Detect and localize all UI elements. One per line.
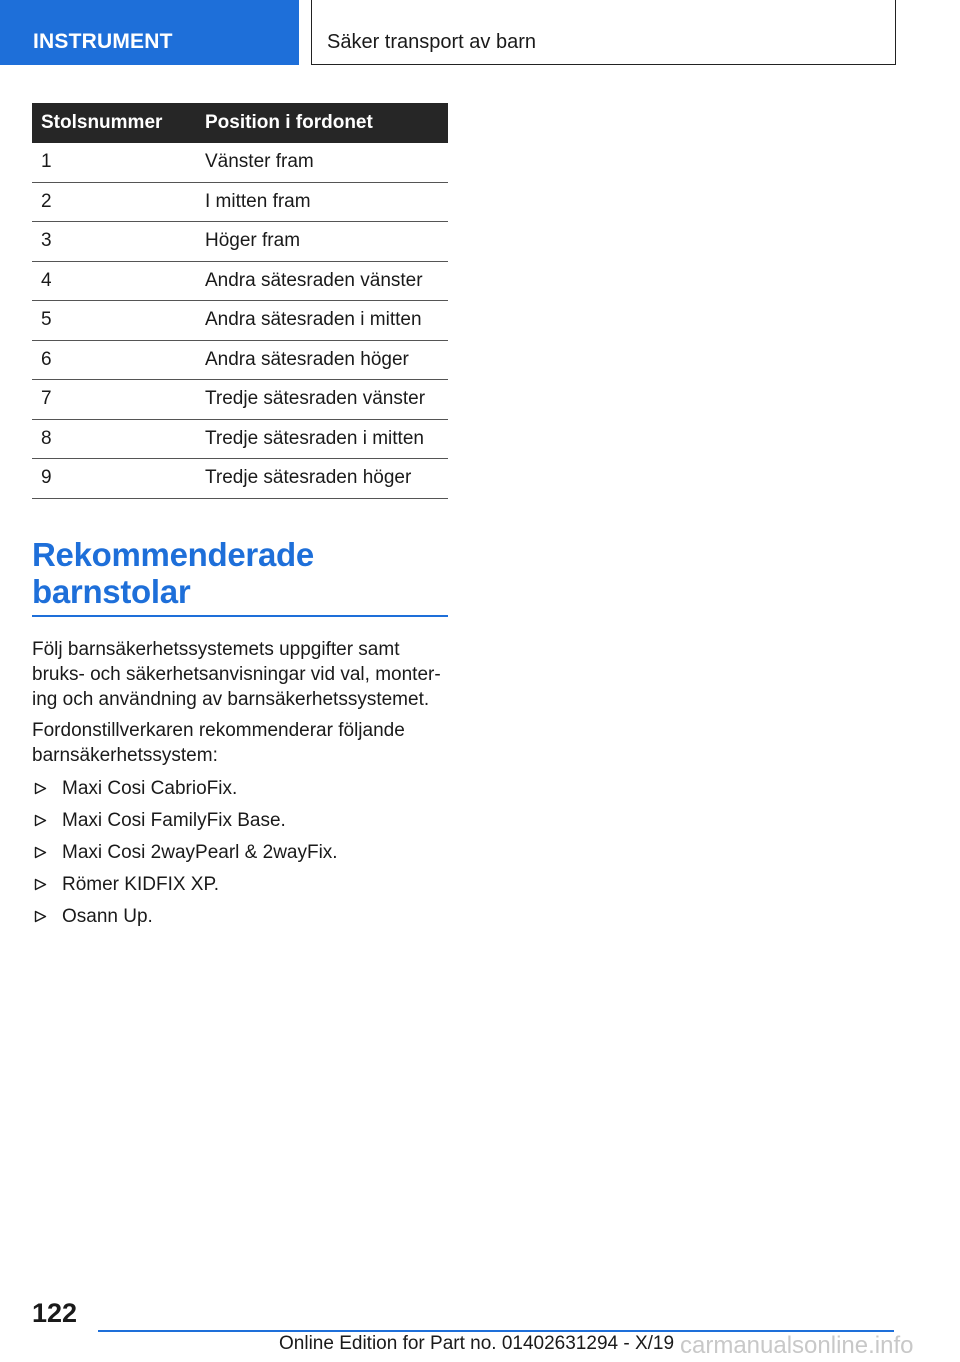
list-item-text: Maxi Cosi CabrioFix. <box>62 778 238 799</box>
table-cell-position: Andra sätesraden höger <box>196 340 448 380</box>
table-row <box>32 182 448 222</box>
table-cell-seat-number: 6 <box>32 340 196 380</box>
table-cell-position: Tredje sätesraden höger <box>196 459 448 499</box>
table-header-row <box>32 103 448 143</box>
edition-text: Online Edition for Part no. 01402631294 - X/19 <box>279 1333 675 1354</box>
seat-position-table <box>32 103 448 499</box>
header-section-tab: INSTRUMENT <box>0 0 299 65</box>
recommendation-paragraph: Fordonstillverkaren rekommenderar följande barnsäkerhetssystem: <box>32 720 405 766</box>
table-header-position: Position i fordonet <box>196 103 448 143</box>
recommended-seats-list <box>32 776 448 936</box>
table-cell-position: Höger fram <box>196 222 448 262</box>
section-heading-line1: Rekommenderade <box>32 536 314 573</box>
triangle-bullet-icon <box>34 782 47 795</box>
list-item-text: Römer KIDFIX XP. <box>62 874 219 895</box>
table-cell-position: Tredje sätesraden vänster <box>196 380 448 420</box>
table-cell-position: Vänster fram <box>196 143 448 182</box>
triangle-bullet-icon <box>34 814 47 827</box>
table-cell-seat-number: 9 <box>32 459 196 499</box>
section-heading-line2: barnstolar <box>32 573 191 610</box>
table-row <box>32 380 448 420</box>
table-row <box>32 301 448 341</box>
table-row <box>32 419 448 459</box>
list-item-text: Maxi Cosi FamilyFix Base. <box>62 810 286 831</box>
section-heading <box>32 536 448 610</box>
table-cell-position: I mitten fram <box>196 182 448 222</box>
table-cell-seat-number: 5 <box>32 301 196 341</box>
table-header-seat-number: Stolsnummer <box>32 103 196 143</box>
heading-divider <box>32 615 448 617</box>
watermark: carmanualsonline.info <box>680 1332 914 1359</box>
list-item <box>32 904 448 936</box>
table-cell-position: Andra sätesraden vänster <box>196 261 448 301</box>
list-item <box>32 808 448 840</box>
triangle-bullet-icon <box>34 846 47 859</box>
table-cell-seat-number: 8 <box>32 419 196 459</box>
table-row <box>32 222 448 262</box>
table-cell-seat-number: 4 <box>32 261 196 301</box>
table-cell-seat-number: 7 <box>32 380 196 420</box>
table-row <box>32 459 448 499</box>
table-cell-seat-number: 1 <box>32 143 196 182</box>
table-cell-position: Andra sätesraden i mitten <box>196 301 448 341</box>
instruction-paragraph: Följ barnsäkerhetssystemets uppgifter samt bruks- och säkerhetsanvisningar vid val, montering och användning av barnsäkerhetssystemet. <box>32 639 441 710</box>
table-row <box>32 261 448 301</box>
header-chapter-title: Säker transport av barn <box>311 0 896 65</box>
list-item <box>32 840 448 872</box>
table-row <box>32 143 448 182</box>
triangle-bullet-icon <box>34 878 47 891</box>
list-item-text: Maxi Cosi 2wayPearl & 2wayFix. <box>62 842 338 863</box>
triangle-bullet-icon <box>34 910 47 923</box>
table-cell-position: Tredje sätesraden i mitten <box>196 419 448 459</box>
page-number: 122 <box>32 1298 78 1328</box>
list-item <box>32 872 448 904</box>
table-cell-seat-number: 3 <box>32 222 196 262</box>
list-item-text: Osann Up. <box>62 906 153 927</box>
list-item <box>32 776 448 808</box>
table-row <box>32 340 448 380</box>
table-cell-seat-number: 2 <box>32 182 196 222</box>
